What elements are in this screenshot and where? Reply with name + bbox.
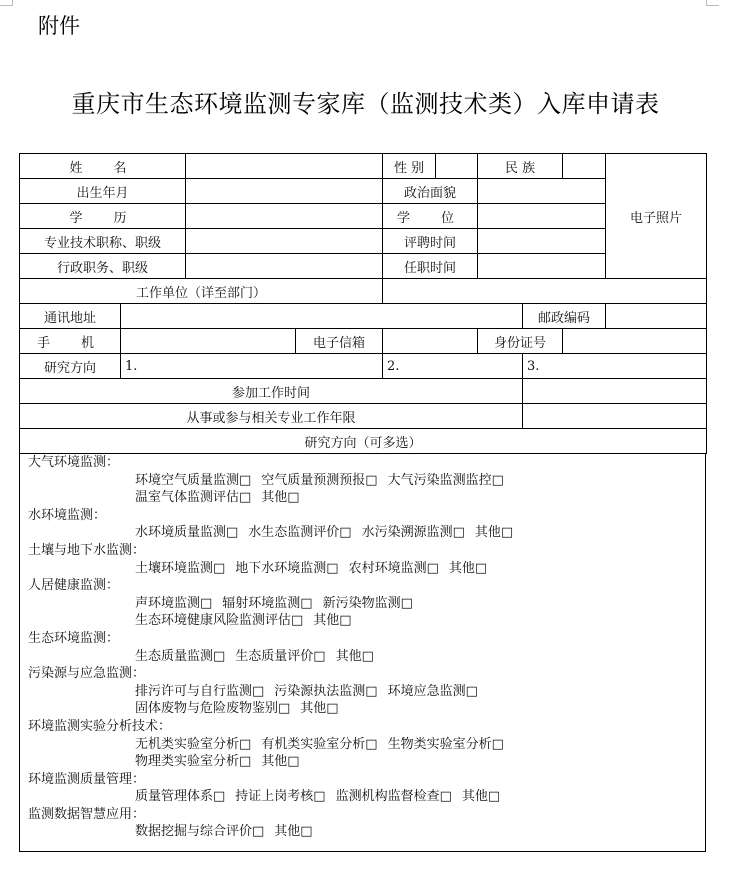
direction-option-line xyxy=(20,489,704,507)
direction-checkbox-option[interactable]: 污染源执法监测□ xyxy=(274,683,378,699)
field-birth[interactable] xyxy=(186,179,383,204)
direction-category: 污染源与应急监测： xyxy=(28,666,146,682)
direction-checkbox-option[interactable]: 排污许可与自行监测□ xyxy=(135,683,265,699)
field-education[interactable] xyxy=(186,204,383,229)
label-name: 姓 名 xyxy=(20,154,186,179)
label-ethnicity: 民 族 xyxy=(478,154,563,179)
direction-option-line xyxy=(20,595,704,613)
direction-option-line xyxy=(20,560,704,578)
direction-checkbox-option[interactable]: 其他□ xyxy=(335,648,374,664)
field-work-unit[interactable] xyxy=(383,279,707,304)
direction-option-line xyxy=(20,524,704,542)
field-email[interactable] xyxy=(383,329,478,354)
direction-option-line xyxy=(20,648,704,666)
field-ethnicity[interactable] xyxy=(563,154,606,179)
direction-checkbox-option[interactable]: 其他□ xyxy=(474,525,514,541)
field-research-2[interactable]: 2. xyxy=(383,354,523,379)
direction-checkbox-option[interactable]: 声环境监测□ xyxy=(135,595,213,611)
page-title: 重庆市生态环境监测专家库（监测技术类）入库申请表 xyxy=(71,90,660,118)
direction-option-line xyxy=(20,788,704,806)
label-years: 从事或参与相关专业工作年限 xyxy=(20,404,523,429)
field-name[interactable] xyxy=(186,154,383,179)
direction-checkbox-option[interactable]: 监测机构监督检查□ xyxy=(335,789,452,805)
directions-border-bottom xyxy=(19,851,706,852)
direction-option-line xyxy=(20,700,704,718)
direction-checkbox-option[interactable]: 无机类实验室分析□ xyxy=(135,736,252,752)
label-gender: 性 别 xyxy=(383,154,436,179)
direction-checkbox-option[interactable]: 辐射环境监测□ xyxy=(222,595,313,611)
field-research-3[interactable]: 3. xyxy=(523,354,707,379)
page-corner-mark-right xyxy=(706,0,719,6)
field-start-work[interactable] xyxy=(523,379,707,404)
field-research-1[interactable]: 1. xyxy=(121,354,383,379)
direction-checkbox-option[interactable]: 其他□ xyxy=(261,754,300,770)
direction-checkbox-option[interactable]: 其他□ xyxy=(313,613,352,629)
field-postcode[interactable] xyxy=(606,304,707,329)
direction-category: 大气环境监测： xyxy=(28,455,120,470)
label-education: 学 历 xyxy=(20,204,186,229)
field-political[interactable] xyxy=(478,179,606,204)
direction-checkbox-option[interactable]: 大气污染监测监控□ xyxy=(387,472,504,488)
direction-checkbox-option[interactable]: 环境空气质量监测□ xyxy=(135,472,252,488)
field-gender[interactable] xyxy=(436,154,478,179)
field-id-number[interactable] xyxy=(563,329,707,354)
direction-checkbox-option[interactable]: 质量管理体系□ xyxy=(135,789,226,805)
direction-checkbox-option[interactable]: 其他□ xyxy=(300,701,339,717)
direction-checkbox-option[interactable]: 农村环境监测□ xyxy=(348,560,439,576)
direction-option-line xyxy=(20,683,704,701)
direction-checkbox-option[interactable]: 物理类实验室分析□ xyxy=(135,754,252,770)
label-address: 通讯地址 xyxy=(20,304,121,329)
field-post-time[interactable] xyxy=(478,254,606,279)
direction-category: 人居健康监测： xyxy=(28,578,120,594)
direction-checkbox-option[interactable]: 环境应急监测□ xyxy=(387,683,478,699)
direction-checkbox-option[interactable]: 其他□ xyxy=(261,490,300,506)
label-id-number: 身份证号 xyxy=(478,329,563,354)
field-degree[interactable] xyxy=(478,204,606,229)
label-research: 研究方向 xyxy=(20,354,121,379)
label-phone: 手 机 xyxy=(20,329,121,354)
direction-checkbox-option[interactable]: 生态质量监测□ xyxy=(135,648,226,664)
direction-checkbox-option[interactable]: 其他□ xyxy=(461,789,501,805)
direction-checkbox-option[interactable]: 空气质量预测预报□ xyxy=(261,472,378,488)
directions-header: 研究方向（可多选） xyxy=(20,429,707,454)
direction-category: 环境监测质量管理： xyxy=(28,771,146,787)
direction-category: 生态环境监测： xyxy=(28,630,120,646)
direction-option-line xyxy=(20,472,704,490)
direction-category: 水环境监测： xyxy=(28,507,107,523)
label-post-time: 任职时间 xyxy=(383,254,478,279)
label-start-work: 参加工作时间 xyxy=(20,379,523,404)
direction-checkbox-option[interactable]: 土壤环境监测□ xyxy=(135,560,226,576)
label-postcode: 邮政编码 xyxy=(523,304,606,329)
directions-checklist xyxy=(20,454,704,841)
field-hire-time[interactable] xyxy=(478,229,606,254)
direction-checkbox-option[interactable]: 生态环境健康风险监测评估□ xyxy=(135,613,304,629)
direction-checkbox-option[interactable]: 地下水环境监测□ xyxy=(235,560,339,576)
direction-checkbox-option[interactable]: 生态质量评价□ xyxy=(235,648,326,664)
direction-checkbox-option[interactable]: 其他□ xyxy=(448,560,488,576)
label-title-rank: 专业技术职称、职级 xyxy=(20,229,186,254)
direction-checkbox-option[interactable]: 固体废物与危险废物鉴别□ xyxy=(135,701,291,717)
field-address[interactable] xyxy=(121,304,523,329)
field-years[interactable] xyxy=(523,404,707,429)
direction-category: 环境监测实验分析技术： xyxy=(28,718,172,734)
field-admin-post[interactable] xyxy=(186,254,383,279)
field-title-rank[interactable] xyxy=(186,229,383,254)
direction-option-line xyxy=(20,736,704,754)
direction-checkbox-option[interactable]: 新污染物监测□ xyxy=(322,595,413,611)
direction-option-line xyxy=(20,753,704,771)
directions-border-right xyxy=(705,454,706,851)
direction-option-line xyxy=(20,823,704,841)
direction-checkbox-option[interactable]: 温室气体监测评估□ xyxy=(135,490,252,506)
direction-checkbox-option[interactable]: 水污染溯源监测□ xyxy=(361,525,465,541)
label-hire-time: 评聘时间 xyxy=(383,229,478,254)
label-admin-post: 行政职务、职级 xyxy=(20,254,186,279)
label-degree: 学 位 xyxy=(383,204,478,229)
direction-checkbox-option[interactable]: 有机类实验室分析□ xyxy=(261,736,378,752)
direction-checkbox-option[interactable]: 数据挖掘与综合评价□ xyxy=(135,824,265,840)
direction-category: 监测数据智慧应用： xyxy=(28,806,146,822)
direction-checkbox-option[interactable]: 水环境质量监测□ xyxy=(135,525,239,541)
attachment-label: 附件 xyxy=(38,14,80,38)
direction-category: 土壤与地下水监测： xyxy=(28,542,146,558)
photo-box[interactable]: 电子照片 xyxy=(606,154,707,279)
field-phone[interactable] xyxy=(121,329,296,354)
direction-checkbox-option[interactable]: 水生态监测评价□ xyxy=(248,525,352,541)
label-birth: 出生年月 xyxy=(20,179,186,204)
direction-checkbox-option[interactable]: 生物类实验室分析□ xyxy=(387,736,504,752)
direction-option-line xyxy=(20,612,704,630)
application-form-table xyxy=(19,153,707,454)
direction-checkbox-option[interactable]: 其他□ xyxy=(274,824,313,840)
page-corner-mark-left xyxy=(0,0,13,6)
label-work-unit: 工作单位（详至部门） xyxy=(20,279,383,304)
label-political: 政治面貌 xyxy=(383,179,478,204)
direction-checkbox-option[interactable]: 持证上岗考核□ xyxy=(235,789,326,805)
label-email: 电子信箱 xyxy=(296,329,383,354)
